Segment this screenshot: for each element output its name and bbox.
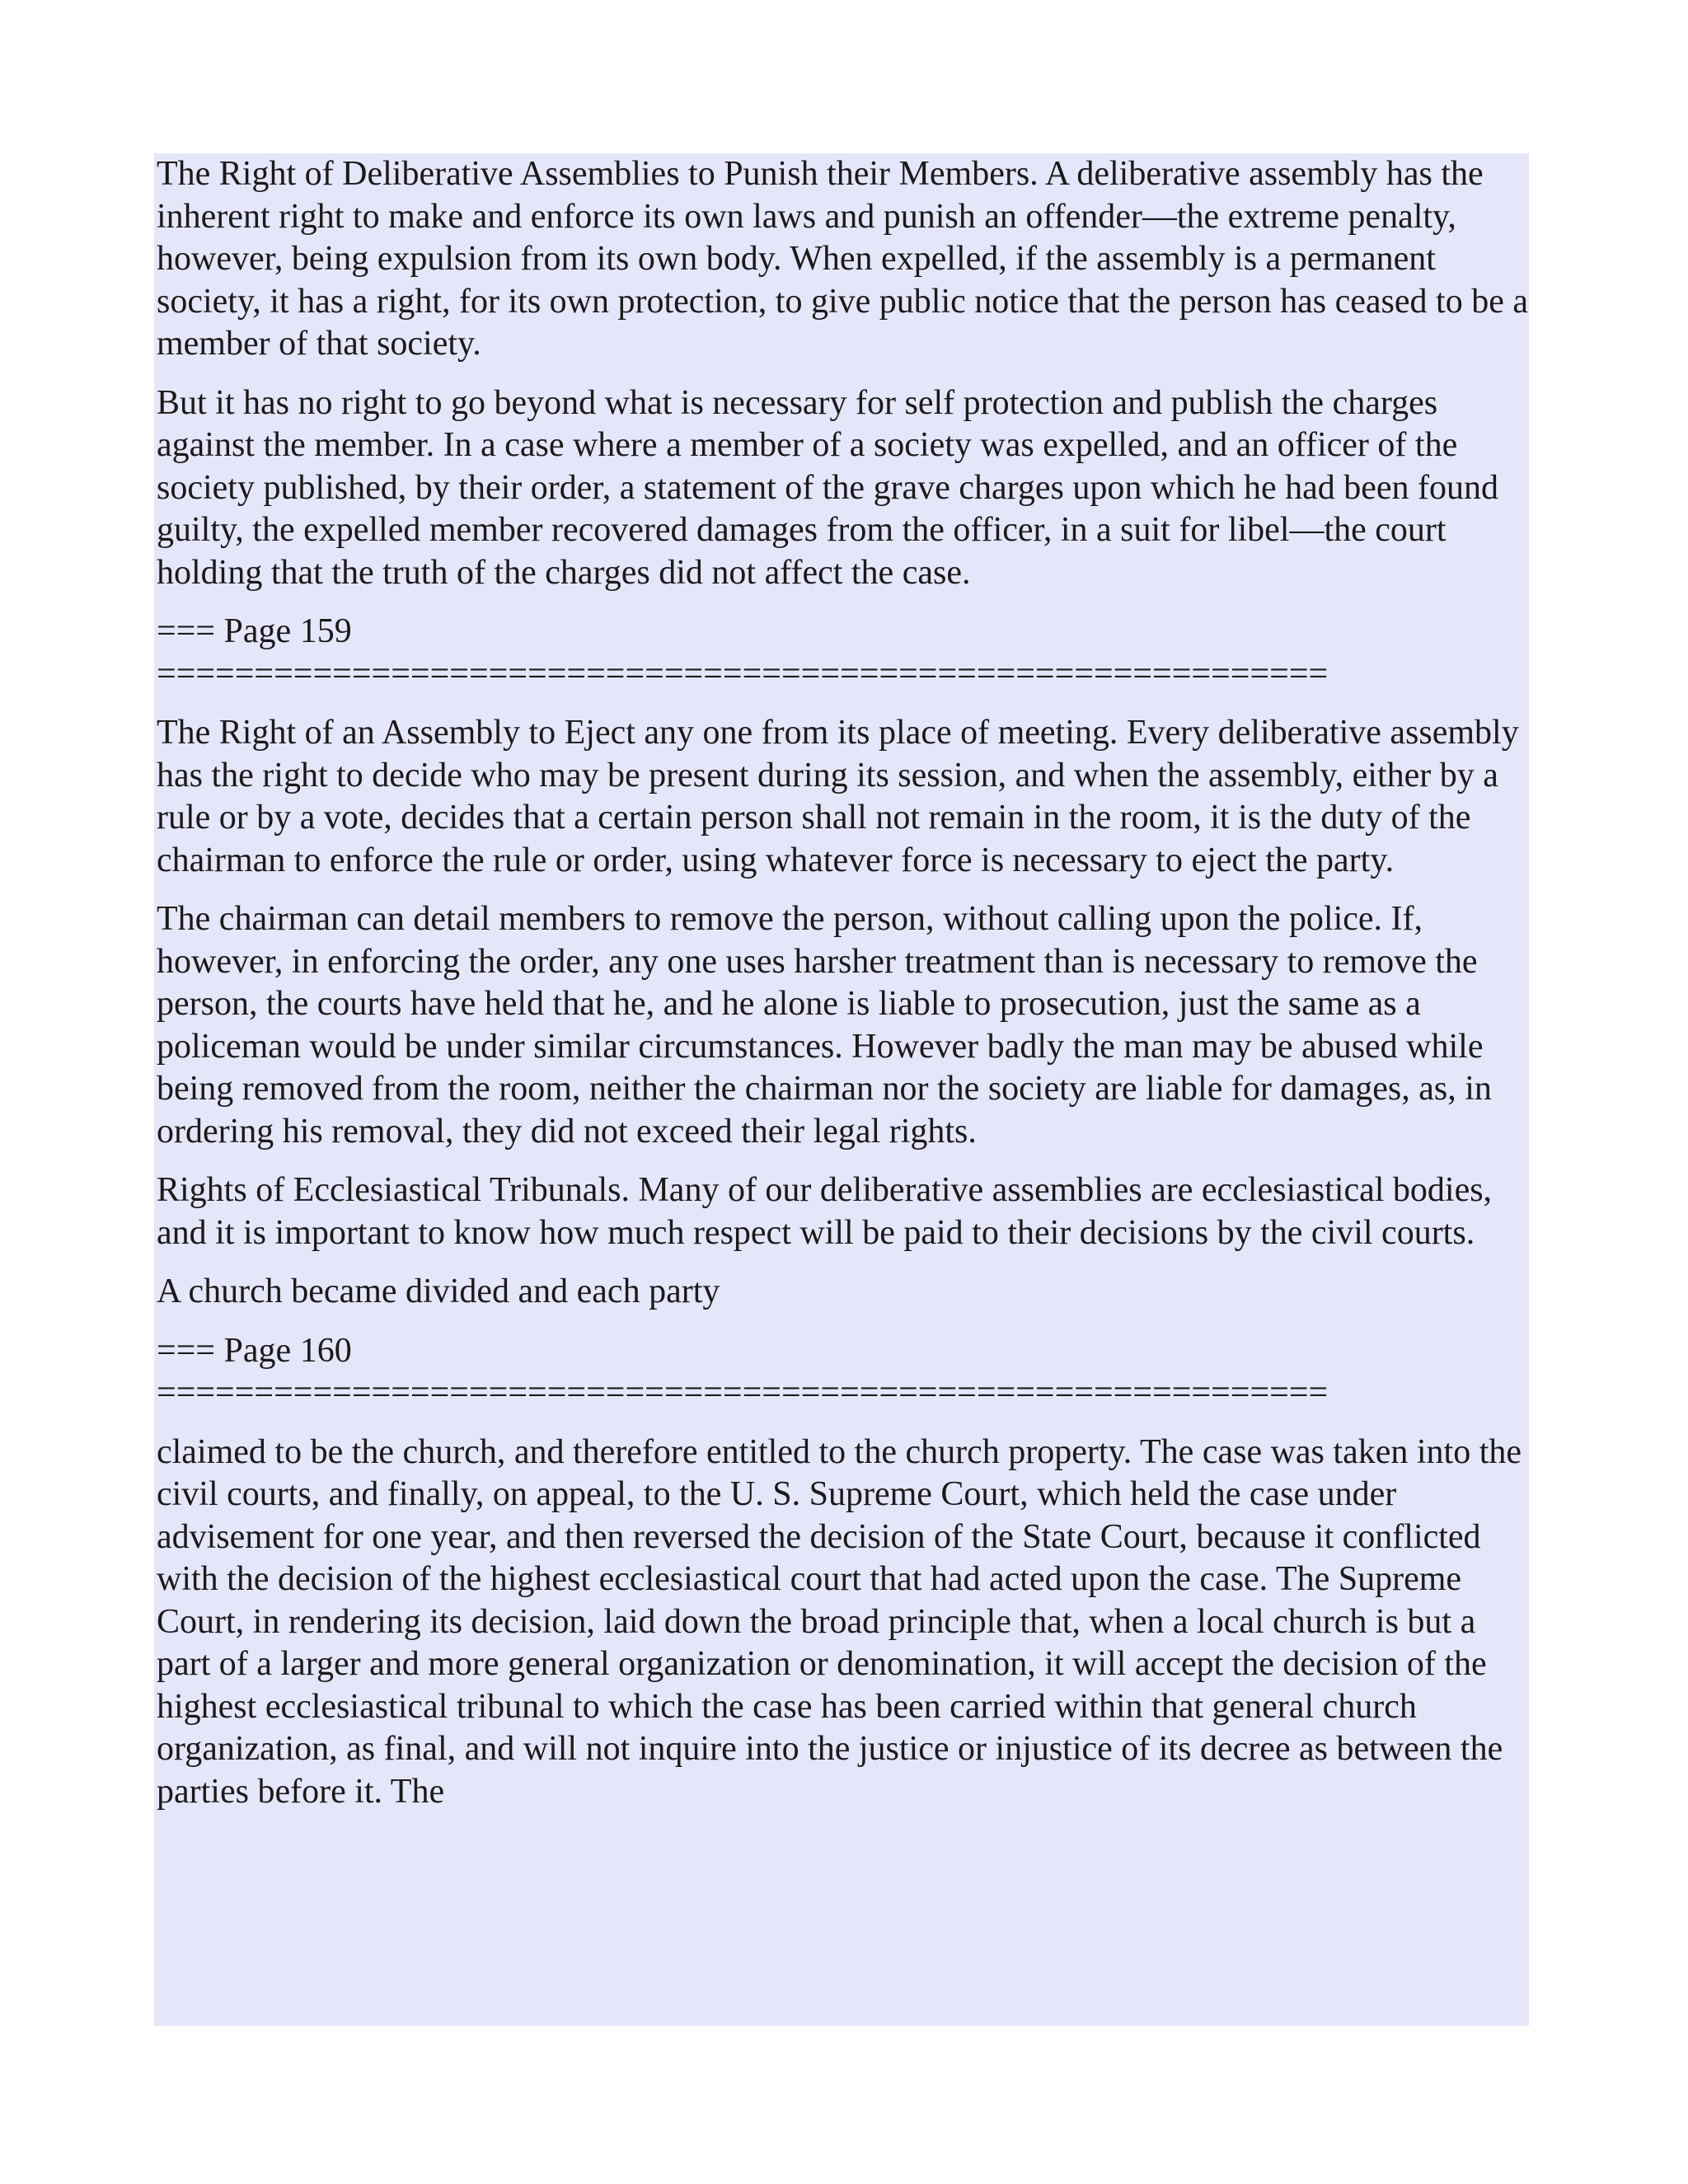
paragraph-no-right-publish: But it has no right to go beyond what is necessary for self protection and publish the charges against the member. In a case where a member of a society was expelled, and an officer of the society published, by their order, a statement of the grave charges upon which he had been found guilty, the expelled member recovered damages from the officer, in a suit for libel—the court holding that the truth of the charges did not affect the case. <box>157 383 1499 592</box>
paragraph-ecclesiastical-tribunals: Rights of Ecclesiastical Tribunals. Many of our deliberative assemblies are ecclesiastical bodies, and it is important to know how much respect will be paid to their decisions by the civil courts. <box>157 1171 1493 1252</box>
paragraph-church-divided: A church became divided and each party <box>157 1272 720 1310</box>
paragraph-eject-right: The Right of an Assembly to Eject any one from its place of meeting. Every deliberative assembly has the right to decide who may be present during its session, and when the assembly, either by a rule or by a vote, decides that a certain person shall not remain in the room, it is the duty of the chairman to enforce the rule or order, using whatever force is necessary to eject the party. <box>157 714 1519 879</box>
document-text-block <box>154 153 1529 2026</box>
page-separator-rule: ============================================================ <box>157 654 1329 693</box>
paragraph-chairman-detail: The chairman can detail members to remove the person, without calling upon the police. If, however, in enforcing the order, any one uses harsher treatment than is necessary to remove the person, the courts have held that he, and he alone is liable to prosecution, just the same as a policeman would be under similar circumstances. However badly the man may be abused while being removed from the room, neither the chairman nor the society are liable for damages, as, in ordering his removal, they did not exceed their legal rights. <box>157 900 1492 1151</box>
page-marker-159: === Page 159 <box>157 612 352 650</box>
page-separator-rule: ============================================================ <box>157 1374 1329 1412</box>
paragraph-supreme-court: claimed to be the church, and therefore entitled to the church property. The case was taken into the civil courts, and finally, on appeal, to the U. S. Supreme Court, which held the case under advisement for one year, and then reversed the decision of the State Court, because it conflicted with the decision of the highest ecclesiastical court that had acted upon the case. The Supreme Court, in rendering its decision, laid down the broad principle that, when a local church is but a part of a larger and more general organization or denomination, it will accept the decision of the highest ecclesiastical tribunal to which the case has been carried within that general church organization, as final, and will not inquire into the justice or injustice of its decree as between the parties before it. The <box>157 1432 1522 1811</box>
paragraph-punish-members: The Right of Deliberative Assemblies to Punish their Members. A deliberative assembly has the inherent right to make and enforce its own laws and punish an offender—the extreme penalty, however, being expulsion from its own body. When expelled, if the assembly is a permanent society, it has a right, for its own protection, to give public notice that the person has ceased to be a member of that society. <box>157 155 1528 363</box>
page-marker-160: === Page 160 <box>157 1331 352 1370</box>
